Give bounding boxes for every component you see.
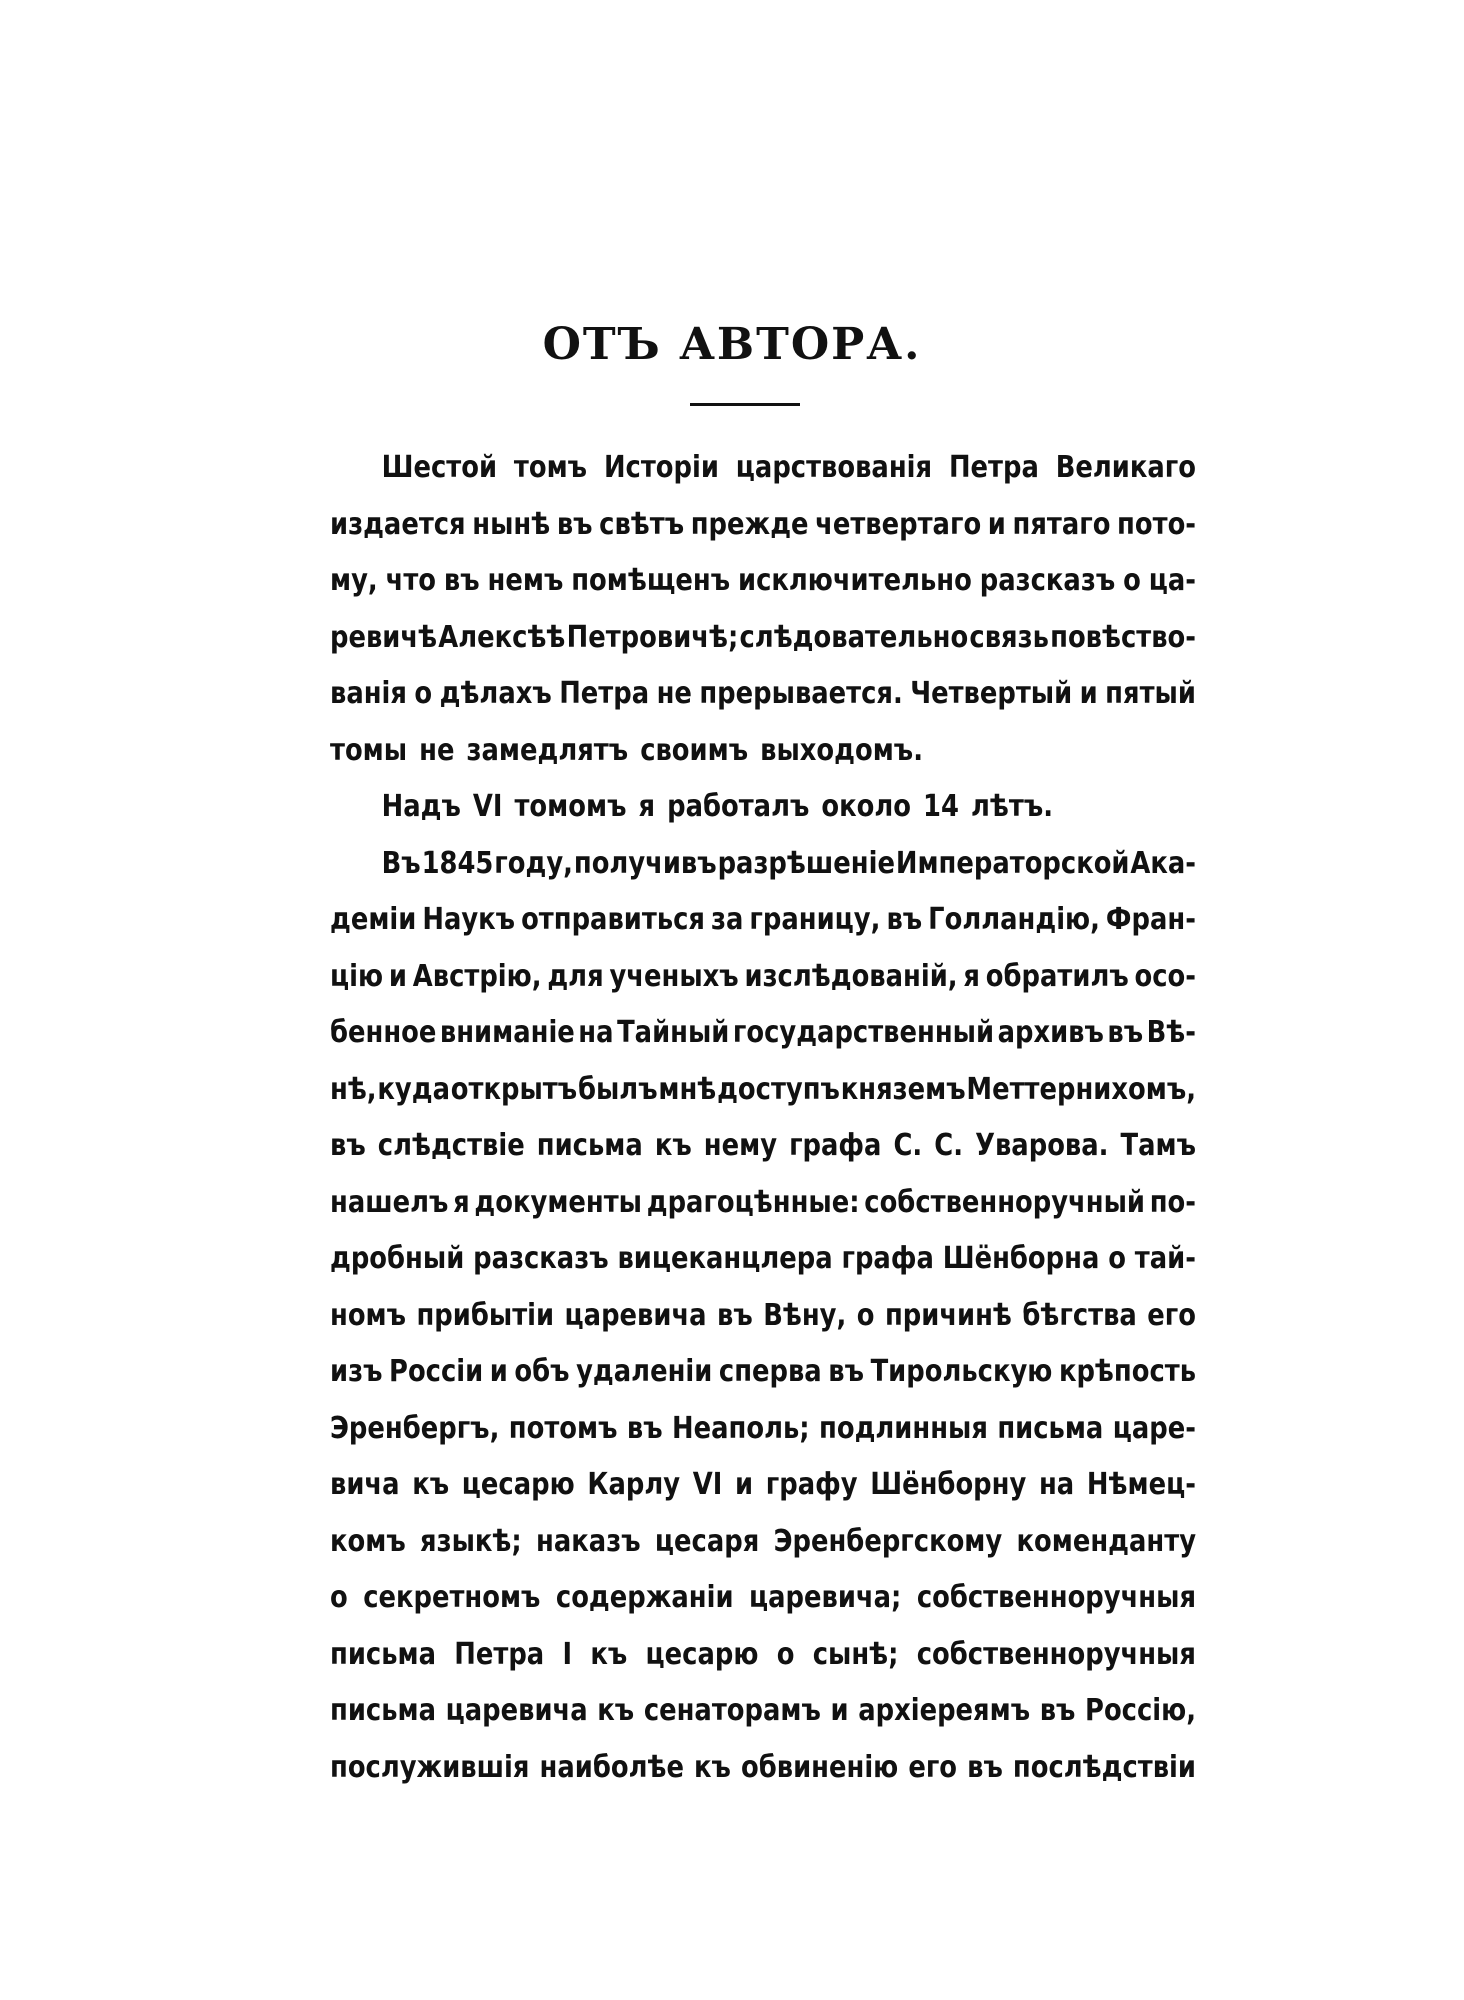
text-line: изъ Россіи и объ удаленіи сперва въ Тирольскую крѣпость [330,1354,1197,1389]
title-divider [690,403,800,406]
text-line: ревичѣ Алексѣѣ Петровичѣ; слѣдовательно связь повѣство- [330,619,1196,655]
text-line: дробный разсказъ вицеканцлера графа Шёнборна о тай- [330,1241,1196,1276]
text-line: издается нынѣ въ свѣтъ прежде четвертаго и пятаго пото- [330,506,1197,542]
text-line: деміи Наукъ отправиться за границу, въ Голландію, Фран- [330,902,1196,937]
text-line: послужившія наиболѣе къ обвиненію его въ послѣдствіи [330,1749,1196,1785]
text-line: Надъ VI томомъ я работалъ около 14 лѣтъ. [381,789,1054,824]
text-line: нѣ, куда открытъ былъ мнѣ доступъ княземъ Меттернихомъ, [330,1071,1197,1107]
body-text [330,440,1196,1796]
text-line: комъ языкѣ; наказъ цесаря Эренбергскому коменданту [330,1523,1197,1559]
text-line: о секретномъ содержаніи царевича; собственноручныя [330,1580,1197,1615]
text-line: Шестой томъ Исторіи царствованія Петра Великаго [381,450,1197,485]
text-line: вича къ цесарю Карлу VI и графу Шёнборну на Нѣмец- [330,1467,1196,1502]
page-title: ОТЪ АВТОРА. [542,319,922,370]
text-line: бенное вниманіе на Тайный государственный архивъ въ Вѣ- [330,1015,1196,1050]
text-line: томы не замедлятъ своимъ выходомъ. [330,732,923,768]
text-line: цію и Австрію, для ученыхъ изслѣдованій, я обратилъ осо- [330,958,1197,994]
text-line: Въ 1845 году, получивъ разрѣшеніе Императорской Ака- [381,845,1197,881]
text-line: ванія о дѣлахъ Петра не прерывается. Четвертый и пятый [330,676,1196,711]
text-line: Эренбергъ, потомъ въ Неаполь; подлинныя письма царе- [330,1410,1196,1446]
text-line: нашелъ я документы драгоцѣнные: собственноручный по- [330,1184,1196,1220]
text-line: письма Петра I къ цесарю о сынѣ; собственноручныя [330,1636,1196,1672]
text-line: му, что въ немъ помѣщенъ исключительно разсказъ о ца- [330,563,1197,598]
text-line: въ слѣдствіе письма къ нему графа С. С. Уварова. Тамъ [330,1128,1197,1163]
text-line: номъ прибытіи царевича въ Вѣну, о причинѣ бѣгства его [330,1297,1197,1333]
text-line: письма царевича къ сенаторамъ и архіереямъ въ Россію, [330,1693,1197,1728]
